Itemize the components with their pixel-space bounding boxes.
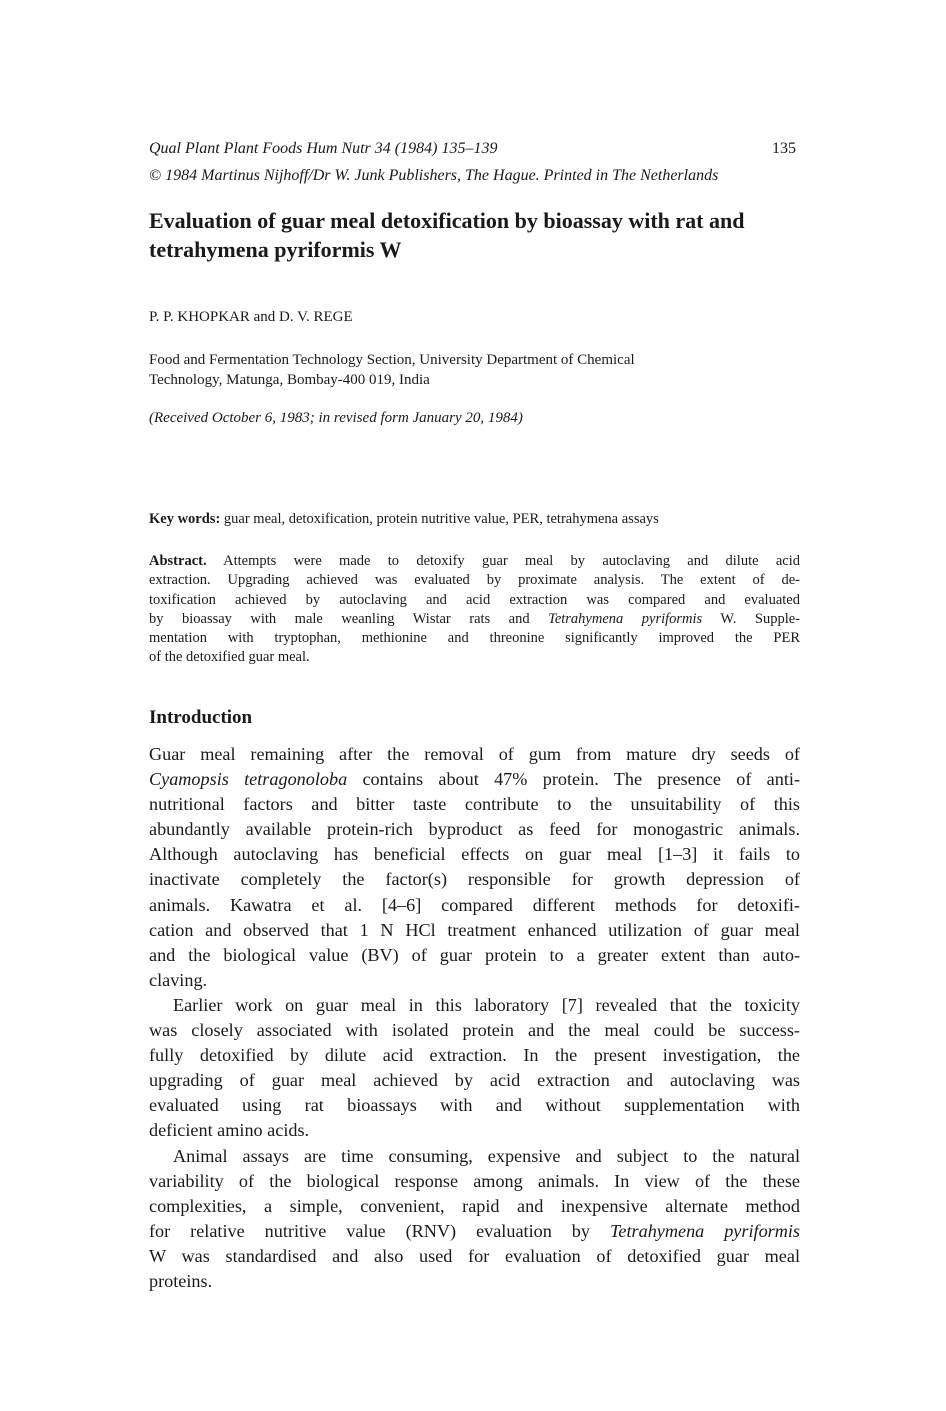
body-line: was closely associated with isolated protein and the meal could be success- bbox=[149, 1020, 800, 1041]
abstract bbox=[149, 552, 800, 668]
body-line: evaluated using rat bioassays with and without supplementation with bbox=[149, 1095, 800, 1116]
body-line: animals. Kawatra et al. [4–6] compared different methods for detoxifi- bbox=[149, 894, 800, 915]
section-heading-introduction: Introduction bbox=[149, 707, 253, 728]
body-line bbox=[149, 767, 800, 792]
abstract-text: Attempts were made to detoxify guar meal by autoclaving and dilute acid bbox=[223, 553, 801, 569]
keywords-text: guar meal, detoxification, protein nutritive value, PER, tetrahymena assays bbox=[223, 511, 659, 527]
abstract-line: of the detoxified guar meal. bbox=[149, 649, 310, 666]
body-line: inactivate completely the factor(s) responsible for growth depression of bbox=[149, 869, 800, 890]
body-line bbox=[149, 1219, 800, 1244]
body-line: Animal assays are time consuming, expensive and subject to the natural bbox=[173, 1145, 800, 1166]
body-line: upgrading of guar meal achieved by acid extraction and autoclaving was bbox=[149, 1070, 800, 1091]
body-line: abundantly available protein-rich byproduct as feed for monogastric animals. bbox=[149, 819, 800, 840]
keywords-label: Key words: bbox=[149, 511, 221, 527]
abstract-text: W. Supple- bbox=[720, 610, 800, 627]
body-line: W was standardised and also used for evaluation of detoxified guar meal bbox=[149, 1245, 800, 1266]
title-line-2: tetrahymena pyriformis W bbox=[149, 237, 402, 262]
body-line: Guar meal remaining after the removal of gum from mature dry seeds of bbox=[149, 744, 800, 764]
body-line: fully detoxified by dilute acid extraction. In the present investigation, the bbox=[149, 1045, 800, 1066]
introduction-body bbox=[149, 742, 800, 1294]
body-line: deficient amino acids. bbox=[149, 1120, 310, 1141]
journal-citation: Qual Plant Plant Foods Hum Nutr 34 (1984) 135–139 bbox=[149, 140, 498, 157]
body-line: cation and observed that 1 N HCl treatment enhanced utilization of guar meal bbox=[149, 919, 800, 940]
abstract-line: mentation with tryptophan, methionine and threonine significantly improved the PER bbox=[149, 630, 800, 647]
species-name: Tetrahymena pyriformis bbox=[548, 610, 703, 627]
body-line: Earlier work on guar meal in this laboratory [7] revealed that the toxicity bbox=[173, 994, 800, 1015]
body-text: contains about 47% protein. The presence of anti- bbox=[362, 769, 800, 790]
abstract-text: by bioassay with male weanling Wistar rats and bbox=[149, 610, 530, 627]
affiliation bbox=[149, 350, 635, 390]
species-name: Tetrahymena pyriformis bbox=[609, 1220, 801, 1241]
abstract-line bbox=[149, 610, 800, 629]
journal-header bbox=[149, 140, 800, 158]
body-line: and the biological value (BV) of guar protein to a greater extent than auto- bbox=[149, 944, 800, 965]
abstract-line: toxification achieved by autoclaving and acid extraction was compared and evaluated bbox=[149, 591, 800, 608]
received-dates: (Received October 6, 1983; in revised form January 20, 1984) bbox=[149, 410, 523, 426]
authors: P. P. KHOPKAR and D. V. REGE bbox=[149, 309, 353, 325]
title-line-1: Evaluation of guar meal detoxification by bioassay with rat and bbox=[149, 208, 745, 233]
body-line: claving. bbox=[149, 969, 208, 990]
keywords bbox=[149, 511, 659, 528]
page-number: 135 bbox=[772, 140, 796, 157]
affiliation-line-1: Food and Fermentation Technology Section, University Department of Chemical bbox=[149, 352, 635, 368]
body-line: nutritional factors and bitter taste contribute to the unsuitability of this bbox=[149, 794, 800, 815]
abstract-label: Abstract. bbox=[149, 553, 207, 569]
body-line: variability of the biological response among animals. In view of the these bbox=[149, 1170, 800, 1191]
copyright-notice: © 1984 Martinus Nijhoff/Dr W. Junk Publishers, The Hague. Printed in The Netherlands bbox=[149, 167, 719, 184]
abstract-line bbox=[149, 552, 800, 571]
body-line: Although autoclaving has beneficial effects on guar meal [1–3] it fails to bbox=[149, 844, 800, 865]
body-text: for relative nutritive value (RNV) evaluation by bbox=[149, 1220, 590, 1241]
species-name: Cyamopsis tetragonoloba bbox=[149, 769, 348, 790]
paper-title bbox=[149, 206, 800, 264]
body-line: complexities, a simple, convenient, rapid and inexpensive alternate method bbox=[149, 1195, 800, 1216]
body-line: proteins. bbox=[149, 1270, 213, 1291]
abstract-line: extraction. Upgrading achieved was evaluated by proximate analysis. The extent of de- bbox=[149, 572, 800, 589]
affiliation-line-2: Technology, Matunga, Bombay-400 019, India bbox=[149, 372, 430, 388]
